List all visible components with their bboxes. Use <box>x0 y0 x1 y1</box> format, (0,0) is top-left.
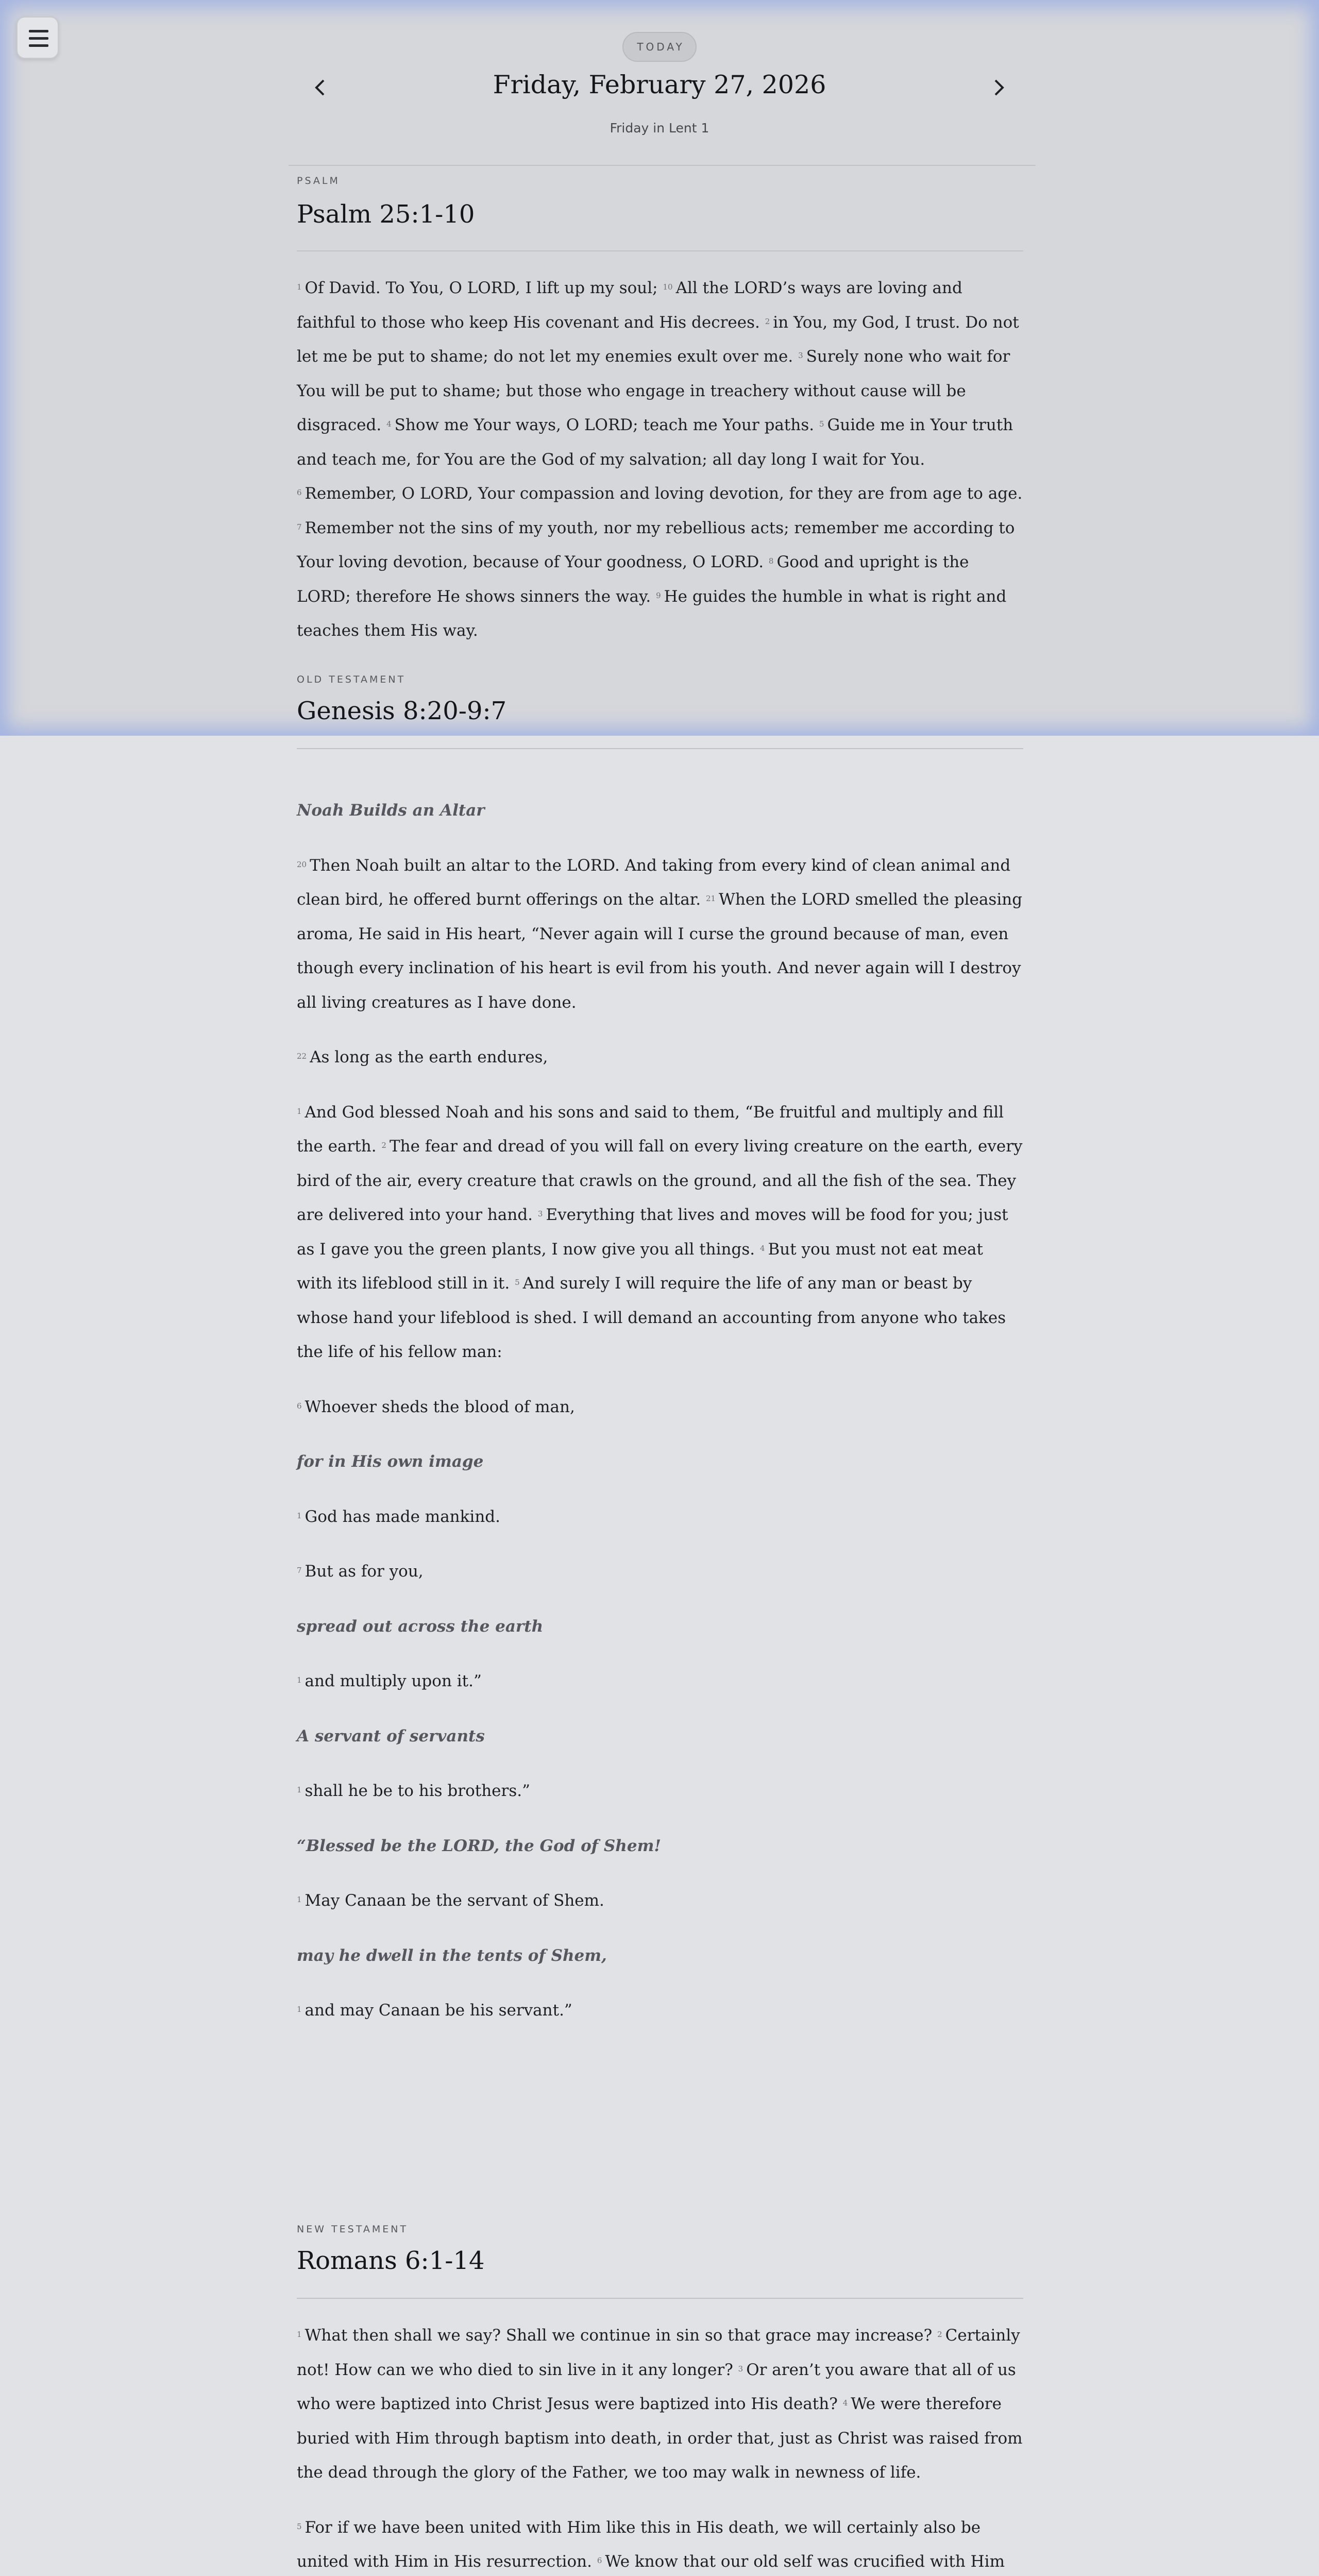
liturgical-day: Friday in Lent 1 <box>610 121 709 135</box>
verse-number: 5 <box>297 2521 302 2531</box>
verse-text: All the LORD’s ways are loving and faithful to those who keep His covenant and His decrees. <box>297 279 962 332</box>
ot-divider <box>297 748 1023 749</box>
ot-paragraph <box>297 1095 1023 1369</box>
nt-reference: Romans 6:1-14 <box>297 2246 485 2275</box>
ot-paragraph <box>297 1993 1023 2028</box>
verse-number: 4 <box>759 1243 765 1253</box>
section-heading: for in His own image <box>297 1452 484 1471</box>
verse-number: 7 <box>297 522 302 532</box>
verse-number: 4 <box>842 2398 848 2408</box>
verse-text: Show me Your ways, O LORD; teach me Your paths. <box>394 416 815 434</box>
verse-number: 1 <box>297 2005 302 2014</box>
hamburger-menu-icon-bar <box>29 44 48 47</box>
verse-text: May Canaan be the servant of Shem. <box>305 1891 604 1910</box>
verse-number: 5 <box>819 419 824 429</box>
section-heading: Noah Builds an Altar <box>297 801 485 820</box>
ot-paragraph <box>297 849 1023 1020</box>
verse-text: Remember not the sins of my youth, nor my rebellious acts; remember me according to Your loving devotion, because of Your goodness, O LORD. <box>297 518 1015 571</box>
nt-paragraph <box>297 2511 1023 2576</box>
verse-text: We were therefore buried with Him through baptism into death, in order that, just as Christ was raised from the dead through the glory of the Father, we too may walk in newness of life. <box>297 2395 1023 2482</box>
verse-text: We know that our old self was crucified with Him <box>605 2552 1005 2571</box>
ot-paragraph <box>297 1390 1023 1425</box>
verse-number: 7 <box>297 1566 302 1575</box>
verse-text: and may Canaan be his servant.” <box>305 2001 572 2020</box>
hamburger-menu-icon-bar <box>29 37 48 40</box>
date-title: Friday, February 27, 2026 <box>493 70 826 99</box>
prev-day-button[interactable] <box>309 76 332 99</box>
verse-number: 10 <box>663 282 673 292</box>
ot-paragraph <box>297 1040 1023 1075</box>
verse-number: 1 <box>297 1895 302 1904</box>
verse-number: 6 <box>297 1401 302 1411</box>
verse-number: 6 <box>597 2556 602 2565</box>
verse-text: Or aren’t you aware that all of us who were baptized into Christ Jesus were baptized into His death? <box>297 2360 1016 2413</box>
verse-text: Of David. To You, O LORD, I lift up my soul; <box>305 279 658 297</box>
verse-text: The fear and dread of you will fall on every living creature on the earth, every bird of the air, every creature that crawls on the ground, and all the fish of the sea. They are delivered into your hand. <box>297 1137 1023 1224</box>
ot-paragraph <box>297 1500 1023 1534</box>
section-heading: may he dwell in the tents of Shem, <box>297 1946 607 1965</box>
verse-number: 20 <box>297 859 307 869</box>
nt-divider <box>297 2298 1023 2299</box>
verse-text: Guide me in Your truth and teach me, for You are the God of my salvation; all day long I wait for You. <box>297 416 1013 469</box>
ot-section-label: OLD TESTAMENT <box>297 674 406 685</box>
verse-number: 1 <box>297 282 302 292</box>
verse-number: 22 <box>297 1052 307 1061</box>
verse-number: 1 <box>297 2330 302 2339</box>
verse-number: 3 <box>537 1209 543 1218</box>
verse-text: Everything that lives and moves will be food for you; just as I gave you the green plants, I now give you all things. <box>297 1206 1008 1259</box>
verse-number: 8 <box>768 556 774 566</box>
verse-text: Certainly not! How can we who died to sin live in it any longer? <box>297 2326 1020 2379</box>
verse-number: 2 <box>937 2330 942 2339</box>
verse-text: But as for you, <box>305 1562 424 1581</box>
nt-text <box>297 2318 1023 2576</box>
nt-paragraph <box>297 2318 1023 2490</box>
nt-section-label: NEW TESTAMENT <box>297 2224 409 2235</box>
verse-text: Good and upright is the LORD; therefore He shows sinners the way. <box>297 553 969 606</box>
verse-text: and multiply upon it.” <box>305 1672 482 1690</box>
verse-text: What then shall we say? Shall we continue in sin so that grace may increase? <box>305 2326 933 2345</box>
chevron-left-icon <box>309 76 332 99</box>
ot-paragraph <box>297 1664 1023 1699</box>
verse-text: Surely none who wait for You will be put to shame; but those who engage in treachery without cause will be disgraced. <box>297 347 1010 434</box>
header-divider <box>289 165 1036 166</box>
verse-text: shall he be to his brothers.” <box>305 1782 530 1800</box>
psalm-reference: Psalm 25:1-10 <box>297 200 475 229</box>
verse-number: 5 <box>515 1278 520 1287</box>
verse-text: As long as the earth endures, <box>310 1048 548 1066</box>
verse-text: Whoever sheds the blood of man, <box>305 1397 575 1416</box>
section-heading: A servant of servants <box>297 1726 485 1745</box>
psalm-divider <box>297 250 1023 251</box>
psalm-paragraph <box>297 271 1023 648</box>
ot-reference: Genesis 8:20-9:7 <box>297 697 507 725</box>
verse-number: 6 <box>297 488 302 497</box>
ot-text <box>297 793 1023 2048</box>
verse-number: 3 <box>738 2364 743 2374</box>
ot-paragraph <box>297 1884 1023 1918</box>
verse-text: Then Noah built an altar to the LORD. And taking from every kind of clean animal and clean bird, he offered burnt offerings on the altar. <box>297 856 1011 909</box>
chevron-right-icon <box>987 76 1010 99</box>
verse-number: 2 <box>381 1141 386 1150</box>
verse-text: in You, my God, I trust. Do not let me be put to shame; do not let my enemies exult over me. <box>297 313 1019 366</box>
verse-number: 9 <box>656 590 661 600</box>
verse-text: But you must not eat meat with its lifeblood still in it. <box>297 1240 983 1293</box>
hamburger-menu-icon <box>29 30 48 32</box>
verse-number: 21 <box>705 894 716 903</box>
verse-text: He guides the humble in what is right and teaches them His way. <box>297 587 1007 640</box>
verse-text: Remember, O LORD, Your compassion and loving devotion, for they are from age to age. <box>305 484 1023 503</box>
section-heading: spread out across the earth <box>297 1617 544 1636</box>
verse-text: For if we have been united with Him like this in His death, we will certainly also be united with Him in His resurrection. <box>297 2518 981 2571</box>
ot-paragraph <box>297 1774 1023 1808</box>
verse-text: When the LORD smelled the pleasing aroma, He said in His heart, “Never again will I curse the ground because of man, even though every inclination of his heart is evil from his youth. And never again will I destroy all living creatures as I have done. <box>297 890 1023 1012</box>
today-button[interactable]: TODAY <box>622 32 697 62</box>
verse-number: 1 <box>297 1675 302 1685</box>
psalm-text <box>297 271 1023 669</box>
verse-number: 1 <box>297 1785 302 1794</box>
verse-number: 4 <box>386 419 392 429</box>
next-day-button[interactable] <box>987 76 1010 99</box>
verse-number: 2 <box>765 316 770 326</box>
section-heading: “Blessed be the LORD, the God of Shem! <box>297 1836 661 1855</box>
verse-number: 3 <box>798 351 803 360</box>
psalm-section-label: PSALM <box>297 175 340 187</box>
verse-text: And God blessed Noah and his sons and said to them, “Be fruitful and multiply and fill the earth. <box>297 1103 1004 1156</box>
menu-button[interactable] <box>16 16 59 59</box>
verse-text: God has made mankind. <box>305 1507 501 1526</box>
verse-number: 1 <box>297 1511 302 1520</box>
verse-number: 1 <box>297 1106 302 1116</box>
ot-paragraph <box>297 1554 1023 1589</box>
verse-text: And surely I will require the life of any man or beast by whose hand your lifeblood is shed. I will demand an accounting from anyone who takes the life of his fellow man: <box>297 1274 1006 1361</box>
